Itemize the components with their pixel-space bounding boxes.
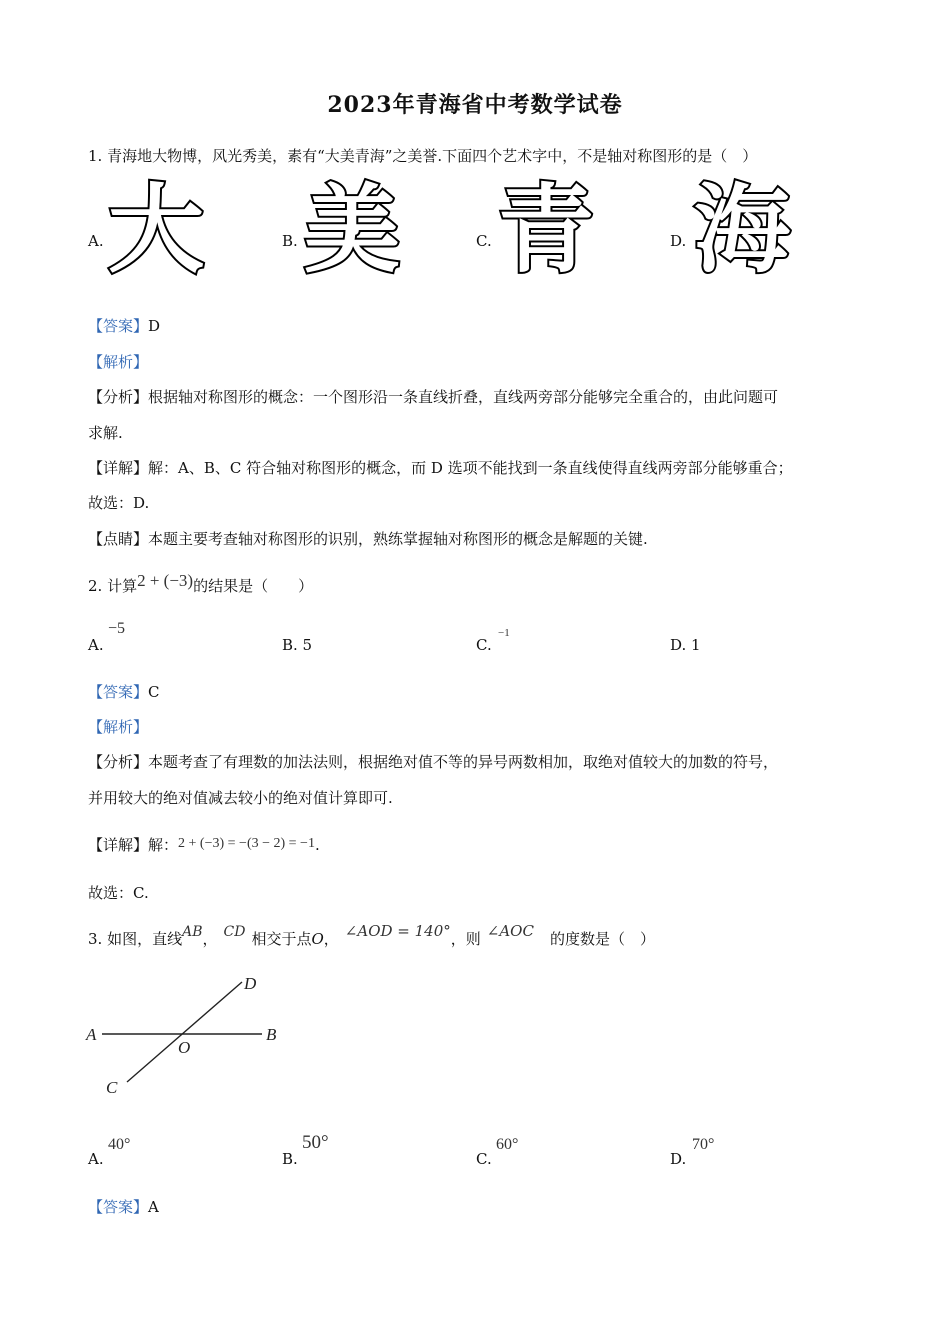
q1-option-c-label: C. [476,232,492,250]
q3-option-d-value: 70° [692,1136,715,1153]
q1-option-b-label: B. [282,232,298,250]
answer-tag: 【答案】 [88,317,149,335]
q3-option-c-label: C. [476,1150,492,1168]
q1-option-c-glyph: 青 [498,174,594,286]
point-a-label: A [86,1025,97,1044]
answer-tag: 【答案】 [88,1198,149,1216]
fenxi-tag: 【分析】 [88,388,149,406]
q1-option-a-glyph: 大 [108,174,204,286]
q3-stem-pre: 3. 如图，直线 [88,930,183,948]
q1-analysis-tag: 【解析】 [88,353,149,371]
xiangjie-tag: 【详解】 [88,836,149,854]
q3-line-cd: CD [223,924,246,940]
q2-option-a-value: −5 [108,620,126,637]
fenxi-text: 根据轴对称图形的概念：一个图形沿一条直线折叠，直线两旁部分能够完全重合的，由此问题可 [148,388,779,406]
dianjing-tag: 【点睛】 [88,530,149,548]
q2-answer [88,682,160,702]
q2-analysis-tag: 【解析】 [88,718,149,736]
q3-option-a-label: A. [88,1150,104,1168]
q2-stem [88,571,314,596]
q2-fenxi [88,752,778,772]
q2-option-c-label: C. [476,636,492,654]
q3-comma: ， [202,930,218,948]
xiangjie-text: 解：A、B、C 符合轴对称图形的概念，而 D 选项不能找到一条直线使得直线两旁部分能够重合； [148,459,793,477]
q2-option-b-label: B. 5 [282,636,313,654]
q1-xiangjie [88,458,793,478]
q3-option-c-value: 60° [496,1136,519,1153]
fenxi-text: 本题考查了有理数的加法法则，根据绝对值不等的异号两数相加，取绝对值较大的加数的符号， [148,753,779,771]
point-b-label: B [266,1025,277,1044]
q2-fenxi-line2: 并用较大的绝对值减去较小的绝对值计算即可. [88,789,393,807]
q3-stem-mid: 相交于点 [251,930,312,948]
q3-option-b-value: 50° [302,1132,329,1153]
point-o-label: O [178,1038,191,1057]
q3-option-b-label: B. [282,1150,298,1168]
q2-xiangjie [88,835,320,857]
q3-option-a-value: 40° [108,1136,131,1153]
q2-conclusion: 故选：C. [88,884,149,902]
q2-option-a-label: A. [88,636,104,654]
q2-option-d-label: D. 1 [670,636,701,654]
xiangjie-tag: 【详解】 [88,459,149,477]
q2-option-c-value: −1 [498,627,510,639]
q1-fenxi [88,387,778,407]
q3-option-d-label: D. [670,1150,687,1168]
q2-stem-math: 2 + (−3) [137,571,194,590]
q2-stem-post: 的结果是（ ） [193,577,314,595]
point-d-label: D [244,974,257,993]
q3-angle-aod: ∠AOD = 140° [344,922,451,940]
q1-stem: 1. 青海地大物博，风光秀美，素有“大美青海”之美誉.下面四个艺术字中，不是轴对称图形的是（ ） [88,147,758,165]
q3-stem-then: ，则 [450,930,481,948]
q3-point-o: O [311,930,324,948]
line-cd [127,982,242,1082]
fenxi-tag: 【分析】 [88,753,149,771]
q3-angle-aoc: ∠AOC [486,922,534,940]
q3-figure [80,968,300,1103]
q3-line-ab: AB [182,924,203,940]
q1-option-d-label: D. [670,232,687,250]
answer-value: A [148,1198,159,1216]
answer-tag: 【答案】 [88,683,149,701]
q1-dianjing [88,529,648,549]
q1-option-d-glyph: 海 [694,174,790,286]
q1-option-a-label: A. [88,232,104,250]
xiangjie-math: 2 + (−3) = −(3 − 2) = −1 [178,836,315,851]
q3-stem-post: 的度数是（ ） [549,930,655,948]
xiangjie-pre: 解： [148,836,179,854]
q1-fenxi-line2: 求解. [88,424,123,442]
q2-stem-pre: 2. 计算 [88,577,138,595]
xiangjie-post: . [314,836,320,854]
answer-value: C [148,683,160,701]
point-c-label: C [106,1078,118,1097]
q3-comma2: ， [323,930,339,948]
page-title: 2023年青海省中考数学试卷 [327,92,623,118]
dianjing-text: 本题主要考查轴对称图形的识别，熟练掌握轴对称图形的概念是解题的关键. [148,530,648,548]
q1-option-b-glyph: 美 [304,174,400,286]
q1-xiangjie-line2: 故选：D. [88,494,150,512]
q1-answer [88,316,160,336]
answer-value: D [148,317,161,335]
q3-stem [88,922,655,950]
q3-answer [88,1197,159,1217]
